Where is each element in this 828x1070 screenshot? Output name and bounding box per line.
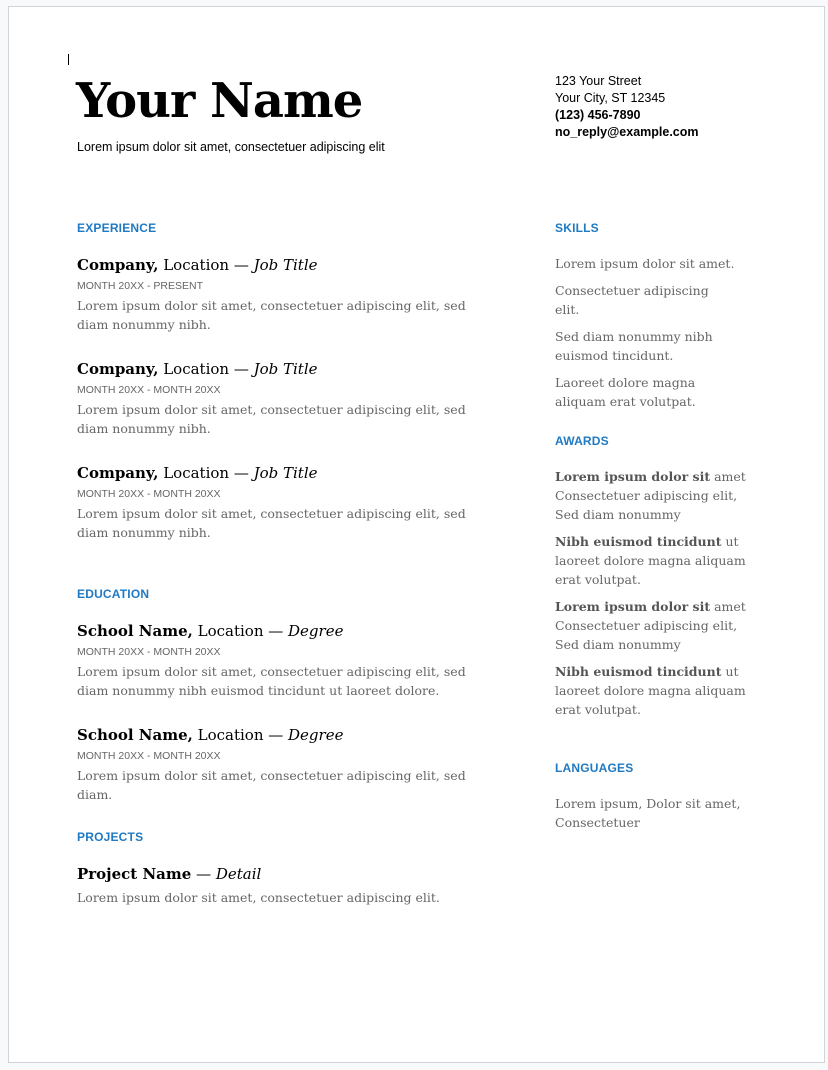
entry-role: Job Title — [253, 360, 318, 378]
entry-description[interactable]: Lorem ipsum dolor sit amet, consectetuer adipiscing elit, sed diam nonummy nibh. — [77, 402, 466, 436]
entry-dates[interactable]: MONTH 20XX - MONTH 20XX — [77, 384, 221, 396]
experience-entry — [77, 255, 497, 334]
award-item[interactable] — [555, 662, 747, 719]
award-item[interactable] — [555, 532, 747, 589]
awards-list — [555, 467, 747, 727]
entry-location: Location — — [158, 256, 254, 274]
experience-entry — [77, 463, 497, 542]
entry-description[interactable]: Lorem ipsum dolor sit amet, consectetuer adipiscing elit, sed diam nonummy nibh euismod tincidunt ut laoreet dolore. — [77, 664, 466, 698]
entry-title[interactable] — [77, 463, 497, 483]
project-entry — [77, 864, 497, 907]
skills-list — [555, 254, 735, 419]
entry-title[interactable] — [77, 621, 497, 641]
section-heading-languages[interactable]: LANGUAGES — [555, 761, 634, 775]
skill-item[interactable]: Consectetuer adipiscing elit. — [555, 283, 709, 317]
entry-description[interactable]: Lorem ipsum dolor sit amet, consectetuer adipiscing elit. — [77, 890, 440, 905]
entry-org: Company, — [77, 360, 159, 378]
languages-list — [555, 794, 741, 840]
entry-title[interactable] — [77, 864, 497, 884]
languages-text[interactable]: Lorem ipsum, Dolor sit amet, Consectetuer — [555, 796, 741, 830]
project-name: Project Name — [77, 865, 192, 883]
text-cursor — [68, 54, 69, 65]
award-title: Nibh euismod tincidunt — [555, 534, 722, 549]
award-text: amet Consectetuer adipiscing elit, Sed diam nonummy — [555, 469, 746, 522]
entry-role: Job Title — [253, 464, 318, 482]
section-heading-experience[interactable]: EXPERIENCE — [77, 221, 157, 235]
award-title: Lorem ipsum dolor sit — [555, 469, 711, 484]
entry-dates[interactable]: MONTH 20XX - MONTH 20XX — [77, 646, 221, 658]
project-detail: Detail — [215, 865, 262, 883]
entry-org: School Name, — [77, 726, 193, 744]
document-page[interactable] — [8, 6, 825, 1063]
entry-org: Company, — [77, 256, 159, 274]
entry-title[interactable] — [77, 725, 497, 745]
contact-street[interactable]: 123 Your Street — [555, 74, 642, 88]
resume-tagline[interactable]: Lorem ipsum dolor sit amet, consectetuer adipiscing elit — [77, 140, 385, 154]
award-item[interactable] — [555, 467, 747, 524]
resume-name[interactable]: Your Name — [76, 73, 363, 129]
contact-phone[interactable]: (123) 456-7890 — [555, 108, 641, 122]
entry-location: Location — — [158, 360, 254, 378]
entry-dates[interactable]: MONTH 20XX - MONTH 20XX — [77, 750, 221, 762]
project-separator: — — [191, 865, 216, 883]
section-heading-skills[interactable]: SKILLS — [555, 221, 599, 235]
award-text: ut laoreet dolore magna aliquam erat volutpat. — [555, 664, 746, 717]
entry-description[interactable]: Lorem ipsum dolor sit amet, consectetuer adipiscing elit, sed diam nonummy nibh. — [77, 506, 466, 540]
section-heading-projects[interactable]: PROJECTS — [77, 830, 144, 844]
entry-description[interactable]: Lorem ipsum dolor sit amet, consectetuer adipiscing elit, sed diam nonummy nibh. — [77, 298, 466, 332]
entry-dates[interactable]: MONTH 20XX - MONTH 20XX — [77, 488, 221, 500]
entry-degree: Degree — [288, 622, 344, 640]
education-entry — [77, 725, 497, 804]
award-text: ut laoreet dolore magna aliquam erat volutpat. — [555, 534, 746, 587]
contact-city[interactable]: Your City, ST 12345 — [555, 91, 666, 105]
skill-item[interactable]: Lorem ipsum dolor sit amet. — [555, 256, 735, 271]
entry-title[interactable] — [77, 359, 497, 379]
skill-item[interactable]: Sed diam nonummy nibh euismod tincidunt. — [555, 329, 713, 363]
award-item[interactable] — [555, 597, 747, 654]
entry-description[interactable]: Lorem ipsum dolor sit amet, consectetuer adipiscing elit, sed diam. — [77, 768, 466, 802]
award-text: amet Consectetuer adipiscing elit, Sed diam nonummy — [555, 599, 746, 652]
contact-block — [555, 73, 699, 141]
entry-degree: Degree — [288, 726, 344, 744]
entry-location: Location — — [158, 464, 254, 482]
award-title: Lorem ipsum dolor sit — [555, 599, 711, 614]
entry-dates[interactable]: MONTH 20XX - PRESENT — [77, 280, 204, 292]
entry-org: Company, — [77, 464, 159, 482]
experience-entry — [77, 359, 497, 438]
section-heading-awards[interactable]: AWARDS — [555, 434, 609, 448]
entry-location: Location — — [192, 726, 289, 744]
award-title: Nibh euismod tincidunt — [555, 664, 722, 679]
section-heading-education[interactable]: EDUCATION — [77, 587, 150, 601]
entry-org: School Name, — [77, 622, 193, 640]
entry-role: Job Title — [253, 256, 318, 274]
skill-item[interactable]: Laoreet dolore magna aliquam erat volutpat. — [555, 375, 696, 409]
education-entry — [77, 621, 497, 700]
entry-location: Location — — [192, 622, 289, 640]
entry-title[interactable] — [77, 255, 497, 275]
contact-email[interactable]: no_reply@example.com — [555, 125, 699, 139]
